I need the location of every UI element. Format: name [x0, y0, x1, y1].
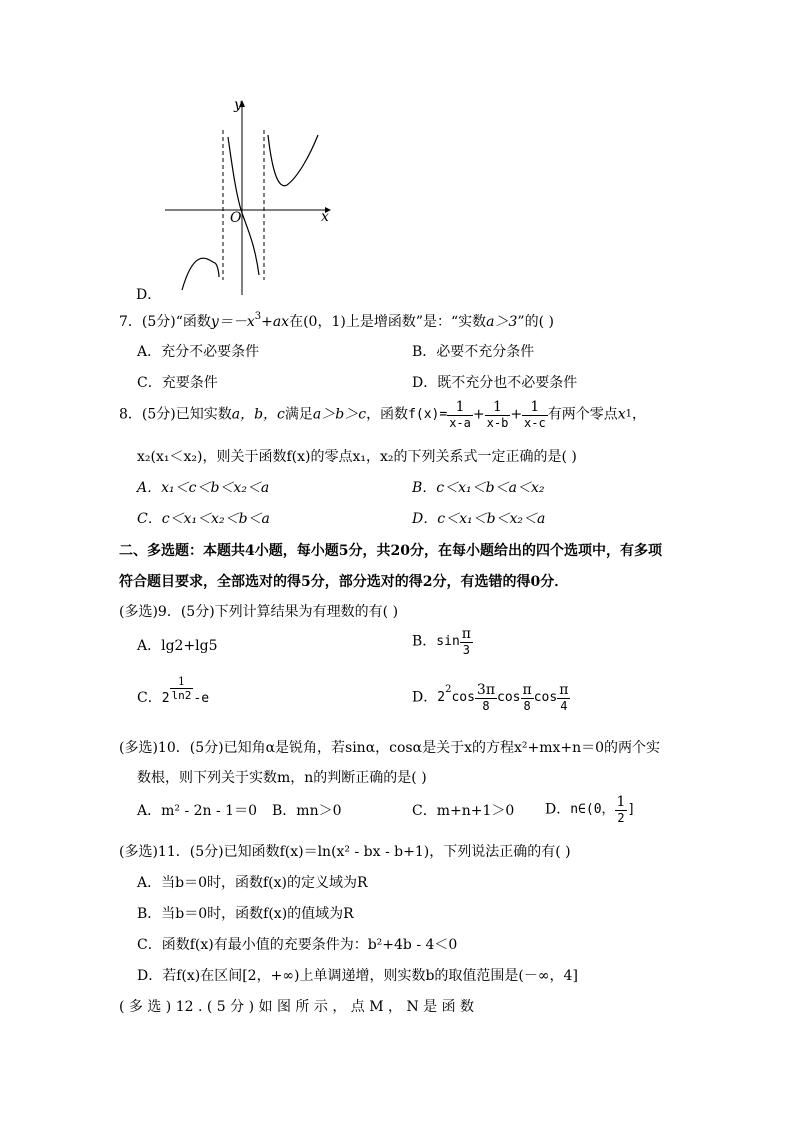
q7-func-tail: +ax [261, 314, 290, 330]
question-7-stem [119, 311, 554, 330]
q9-d-base: 2 [437, 690, 446, 705]
q7-text-a: 7．(5分)“函数 [119, 314, 211, 330]
q10-d-num: 1 [616, 794, 626, 810]
q9-option-c[interactable] [137, 675, 210, 706]
question-11-stem: (多选)11．(5分)已知函数f(x)＝ln(x² - bx - b+1)，下列说法正确的有( ) [119, 844, 571, 860]
q9-d-n3: π [559, 682, 569, 698]
q8-frac-1-num: 1 [447, 400, 473, 416]
function-graph [160, 95, 340, 300]
q9-b-den: 3 [462, 643, 470, 657]
q8-text-c: ，函数 [366, 406, 409, 423]
q9-d-d2: 8 [523, 699, 531, 713]
q9-d-frac-3 [557, 683, 570, 712]
q9-d-n1: 3π [476, 682, 496, 698]
question-10-line-1: (多选)10．(5分)已知角α是锐角，若sinα，cosα是关于x的方程x²+mx+n＝0的两个实 [119, 740, 661, 756]
q7-text-f: ”的( ) [517, 314, 554, 330]
q8-text-a: 8．(5分)已知实数 [119, 406, 232, 423]
q8-option-c[interactable]: C．c＜x₁＜x₂＜b＜a [137, 511, 270, 527]
q11-option-d[interactable]: D．若f(x)在区间[2，+∞)上单调递增，则实数b的取值范围是(－∞，4] [137, 968, 578, 984]
q10-d-label: D． [545, 801, 571, 818]
q9-d-exp: 2 [445, 683, 452, 695]
q8-plus-1: + [472, 406, 485, 423]
q8-plus-2: + [510, 406, 523, 423]
q8-fx: f(x)= [408, 407, 448, 422]
q11-option-b[interactable]: B．当b＝0时，函数f(x)的值域为R [137, 906, 354, 922]
section-2-heading-line-1: 二、多选题：本题共4小题，每小题5分，共20分，在每小题给出的四个选项中，有多项 [119, 543, 662, 559]
q9-c-base: 2 [161, 691, 170, 706]
q10-d-den: 2 [617, 811, 625, 825]
x-axis-label: x [321, 209, 329, 225]
q9-d-n2: π [522, 682, 532, 698]
q9-d-d3: 4 [560, 699, 568, 713]
question-10-line-2: 数根，则下列关于实数m，n的判断正确的是( ) [137, 770, 427, 786]
q9-option-d[interactable] [412, 683, 570, 712]
q8-option-b[interactable]: B．c＜x₁＜b＜a＜x₂ [412, 480, 545, 496]
q8-frac-1-den: x-a [449, 416, 471, 430]
q8-ineq: a＞b＞c [312, 406, 367, 423]
q8-frac-3 [522, 400, 548, 429]
q7-func: y＝－x [210, 314, 255, 330]
q7-option-c[interactable]: C．充要条件 [137, 375, 218, 391]
q8-frac-1 [447, 400, 473, 429]
q9-d-d1: 8 [482, 699, 490, 713]
q9-option-b[interactable] [412, 627, 473, 656]
q8-x1: x [617, 406, 626, 423]
question-9-stem: (多选)9．(5分)下列计算结果为有理数的有( ) [119, 604, 399, 620]
q9-b-frac [460, 627, 473, 656]
q8-frac-2 [485, 400, 511, 429]
option-d-label: D． [136, 287, 162, 303]
q9-b-num: π [461, 626, 471, 642]
q11-option-c[interactable]: C．函数f(x)有最小值的充要条件为：b²+4b - 4＜0 [137, 937, 458, 953]
q9-c-label: C． [137, 690, 162, 706]
q9-c-exp [170, 676, 194, 701]
q8-line-2: x₂(x₁＜x₂)，则关于函数f(x)的零点x₁，x₂的下列关系式一定正确的是( ) [137, 449, 577, 465]
question-8-stem: 8．(5分)已知实数a，b，c满足a＞b＞c，函数f(x)= $\frac{1}{x-a}$ + $\frac{1}{x-b}$ + $\frac{1}{x-c}$ 有两个零点x1， [119, 399, 647, 430]
y-axis-label: y [234, 97, 242, 113]
q11-option-a[interactable]: A．当b＝0时，函数f(x)的定义域为R [137, 875, 368, 891]
q8-frac-2-den: x-b [486, 416, 509, 430]
q9-d-label: D． [412, 689, 438, 706]
q9-c-exp-num: 1 [170, 676, 194, 689]
q10-d-pre: n∈(0， [570, 802, 615, 817]
q8-text-b: 满足 [284, 406, 313, 423]
q10-d-post: ] [627, 802, 636, 817]
q8-option-a[interactable]: A．x₁＜c＜b＜x₂＜a [137, 480, 270, 496]
q8-frac-3-num: 1 [522, 400, 548, 416]
q8-abc: a，b，c [231, 406, 285, 423]
q10-option-b[interactable]: B．mn＞0 [272, 803, 342, 819]
section-2-heading-line-2: 符合题目要求，全部选对的得5分，部分选对的得2分，有选错的得0分． [119, 574, 569, 590]
q7-option-a[interactable]: A．充分不必要条件 [137, 344, 260, 360]
q10-option-d[interactable] [545, 795, 635, 824]
q7-cond: a＞3 [486, 314, 518, 330]
q9-c-tail: -e [193, 691, 210, 706]
q7-option-b[interactable]: B．必要不充分条件 [412, 344, 535, 360]
q7-option-d[interactable]: D．既不充分也不必要条件 [412, 375, 578, 391]
q9-b-label: B． [412, 633, 437, 650]
q10-option-c[interactable]: C．m+n+1＞0 [412, 803, 515, 819]
q8-frac-2-num: 1 [485, 400, 511, 416]
q8-frac-3-den: x-c [524, 416, 546, 430]
q9-d-cos-3: cos [533, 690, 558, 705]
origin-label: O [230, 210, 242, 226]
q8-option-d[interactable]: D．c＜x₁＜b＜x₂＜a [412, 511, 546, 527]
q9-d-frac-2 [521, 683, 534, 712]
q9-c-exp-den: ln2 [171, 689, 192, 702]
q9-option-a[interactable]: A．lg2+lg5 [137, 638, 218, 654]
q8-text-d: 有两个零点 [547, 406, 618, 423]
q10-d-frac [615, 795, 628, 824]
q9-d-cos-1: cos [451, 690, 475, 705]
q9-b-sin: sin [436, 634, 460, 649]
q7-exp: 3 [254, 311, 262, 322]
q9-d-cos-2: cos [497, 690, 521, 705]
q9-d-frac-1 [475, 683, 497, 712]
q7-text-d: 在(0，1)上是增函数”是：“实数 [289, 314, 487, 330]
q10-option-a[interactable]: A．m² - 2n - 1＝0 [137, 803, 257, 819]
question-12-stem: ( 多 选 ) 12 . ( 5 分 ) 如 图 所 示 ， 点 M ， N 是 函 数 [119, 999, 475, 1015]
